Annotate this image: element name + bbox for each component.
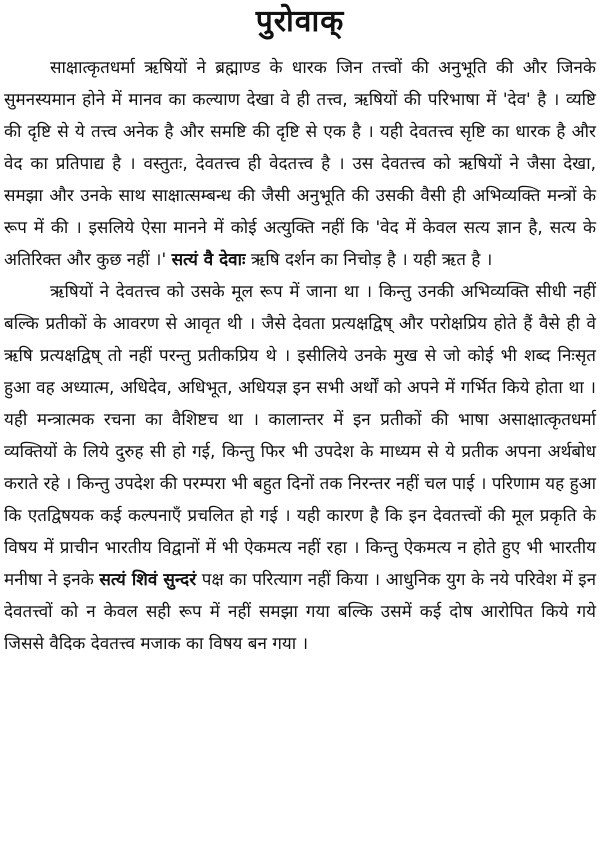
paragraph-2-text-before: ऋषियों ने देवतत्त्व को उसके मूल रूप में जाना था । किन्तु उनकी अभिव्यक्ति सीधी नहीं बल्कि प्रतीकों के आवरण से आवृत थी । जैसे देवता प्रत्यक्षद्विष् और परोक्षप्रिय होते हैं वैसे ही वे ऋषि प्रत्यक्षद्विष् तो नहीं परन्तु प्रतीकप्रिय थे । इसीलिये उनके मुख से जो कोई भी शब्द निःसृत हुआ वह अध्यात्म, अधिदेव, अधिभूत, अधियज्ञ इन सभी अर्थों को अपने में गर्भित किये होता था । यही मन्त्रात्मक रचना का वैशिष्टच था । कालान्तर में इन प्रतीकों की भाषा असाक्षात्कृतधर्मा व्यक्तियों के लिये दुरुह सी हो गई, किन्तु फिर भी उपदेश के माध्यम से ये प्रतीक अपना अर्थबोध कराते रहे । किन्तु उपदेश की परम्परा भी बहुत दिनों तक निरन्तर नहीं चल पाई । परिणाम यह हुआ कि एतद्विषयक कई कल्पनाएँ प्रचलित हो गई । यही कारण है कि इन देवतत्त्वों की मूल प्रकृति के विषय में प्राचीन भारतीय विद्वानों में भी ऐकमत्य नहीं रहा । किन्तु ऐकमत्य न होते हुए भी भारतीय मनीषा ने इनके [4,282,596,590]
paragraph-1-emphasis: सत्यं वै देवाः [171,250,246,270]
paragraph-1-text-after: ऋषि दर्शन का निचोड़ है । यही ऋत है । [250,250,493,270]
paragraph-1 [4,52,596,276]
paragraph-2-emphasis: सत्यं शिवं सुन्दरं [99,570,197,590]
paragraph-1-text-before: साक्षात्कृतधर्मा ऋषियों ने ब्रह्माण्ड के धारक जिन तत्त्वों की अनुभूति की और जिनके सुमनस्यमान होने में मानव का कल्याण देखा वे ही तत्त्व, ऋषियों की परिभाषा में 'देव' है । व्यष्टि की दृष्टि से ये तत्त्व अनेक है और समष्टि की दृष्टि से एक है । यही देवतत्त्व सृष्टि का धारक है और वेद का प्रतिपाद्य है । वस्तुतः, देवतत्त्व ही वेदतत्त्व है । उस देवतत्त्व को ऋषियों ने जैसा देखा, समझा और उनके साथ साक्षात्सम्बन्ध की जैसी अनुभूति की उसकी वैसी ही अभिव्यक्ति मन्त्रों के रूप में की । इसलिये ऐसा मानने में कोई अत्युक्ति नहीं कि 'वेद में केवल सत्य ज्ञान है, सत्य के अतिरिक्त और कुछ नहीं ।' [4,58,596,270]
page-title: पुरोवाक् [255,4,345,39]
body-text [4,52,596,660]
paragraph-2 [4,276,596,660]
paragraph-2-text-after: पक्ष का परित्याग नहीं किया । आधुनिक युग के नये परिवेश में इन देवतत्त्वों को न केवल सही रूप में नहीं समझा गया बल्कि उसमें कई दोष आरोपित किये गये जिससे वैदिक देवतत्त्व मजाक का विषय बन गया । [4,570,596,654]
